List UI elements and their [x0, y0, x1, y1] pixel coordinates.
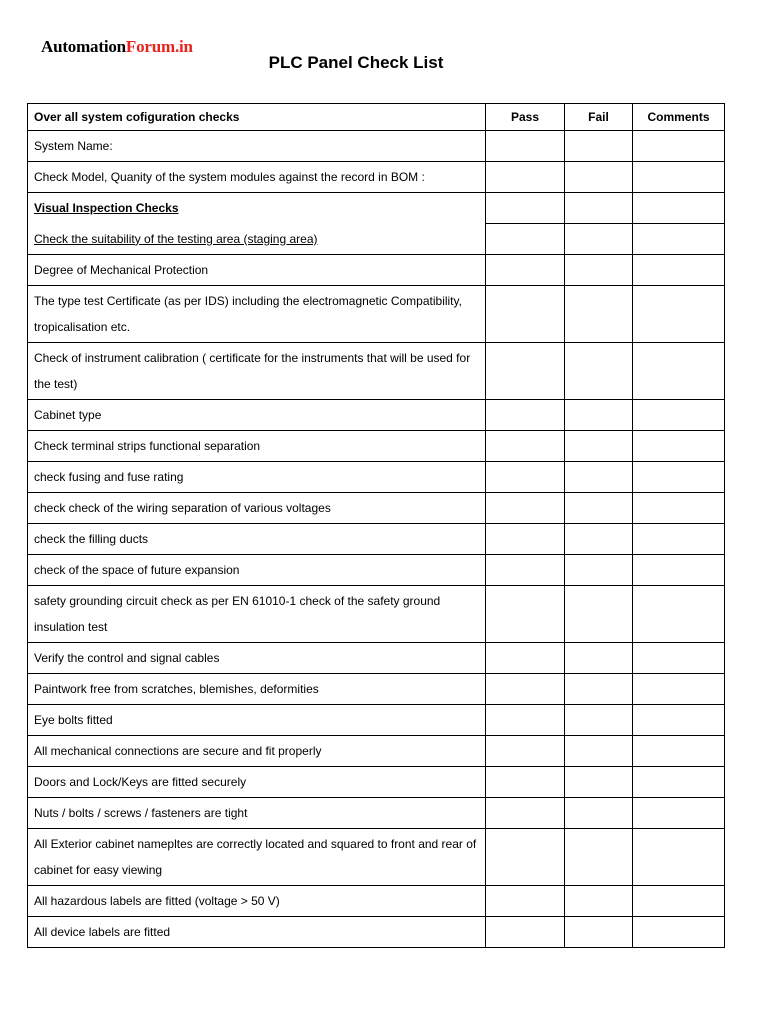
check-item: The type test Certificate (as per IDS) including the electromagnetic Compatibility, tropicalisation etc. — [28, 286, 486, 343]
check-item: Nuts / bolts / screws / fasteners are tight — [28, 798, 486, 829]
check-item: Verify the control and signal cables — [28, 643, 486, 674]
pass-cell[interactable] — [486, 524, 565, 555]
table-row — [28, 736, 725, 767]
table-row — [28, 643, 725, 674]
pass-cell[interactable] — [486, 224, 565, 255]
pass-cell[interactable] — [486, 798, 565, 829]
check-item: safety grounding circuit check as per EN 61010-1 check of the safety ground insulation test — [28, 586, 486, 643]
pass-cell[interactable] — [486, 400, 565, 431]
fail-cell[interactable] — [565, 555, 633, 586]
pass-cell[interactable] — [486, 829, 565, 886]
check-item: Eye bolts fitted — [28, 705, 486, 736]
pass-cell[interactable] — [486, 705, 565, 736]
comments-cell[interactable] — [633, 586, 725, 643]
table-row — [28, 917, 725, 948]
comments-cell[interactable] — [633, 643, 725, 674]
fail-cell[interactable] — [565, 431, 633, 462]
check-item: Paintwork free from scratches, blemishes, deformities — [28, 674, 486, 705]
fail-cell[interactable] — [565, 343, 633, 400]
check-item: All hazardous labels are fitted (voltage > 50 V) — [28, 886, 486, 917]
comments-cell[interactable] — [633, 162, 725, 193]
pass-cell[interactable] — [486, 586, 565, 643]
check-item: Degree of Mechanical Protection — [28, 255, 486, 286]
table-row — [28, 555, 725, 586]
check-item: System Name: — [28, 131, 486, 162]
check-item: Check the suitability of the testing area (staging area) — [28, 224, 486, 255]
comments-cell[interactable] — [633, 798, 725, 829]
fail-cell[interactable] — [565, 798, 633, 829]
fail-cell[interactable] — [565, 917, 633, 948]
comments-cell[interactable] — [633, 829, 725, 886]
table-row — [28, 400, 725, 431]
fail-cell[interactable] — [565, 674, 633, 705]
fail-cell[interactable] — [565, 193, 633, 224]
table-row — [28, 162, 725, 193]
checklist-table — [27, 103, 725, 948]
pass-cell[interactable] — [486, 643, 565, 674]
fail-cell[interactable] — [565, 767, 633, 798]
comments-cell[interactable] — [633, 674, 725, 705]
comments-cell[interactable] — [633, 705, 725, 736]
check-item: check of the space of future expansion — [28, 555, 486, 586]
check-item: Cabinet type — [28, 400, 486, 431]
header-pass: Pass — [486, 104, 565, 131]
comments-cell[interactable] — [633, 400, 725, 431]
comments-cell[interactable] — [633, 462, 725, 493]
pass-cell[interactable] — [486, 193, 565, 224]
fail-cell[interactable] — [565, 131, 633, 162]
header-fail: Fail — [565, 104, 633, 131]
check-item: check the filling ducts — [28, 524, 486, 555]
check-item: Doors and Lock/Keys are fitted securely — [28, 767, 486, 798]
comments-cell[interactable] — [633, 343, 725, 400]
comments-cell[interactable] — [633, 493, 725, 524]
section-heading-visual-inspection: Visual Inspection Checks — [28, 193, 486, 224]
logo-text-forum: Forum.in — [125, 37, 193, 56]
table-row — [28, 343, 725, 400]
logo-text-automation: Automation — [41, 37, 126, 56]
comments-cell[interactable] — [633, 224, 725, 255]
fail-cell[interactable] — [565, 705, 633, 736]
pass-cell[interactable] — [486, 255, 565, 286]
fail-cell[interactable] — [565, 286, 633, 343]
fail-cell[interactable] — [565, 162, 633, 193]
table-header-row — [28, 104, 725, 131]
table-row — [28, 829, 725, 886]
fail-cell[interactable] — [565, 224, 633, 255]
pass-cell[interactable] — [486, 493, 565, 524]
check-item: Check Model, Quanity of the system modules against the record in BOM : — [28, 162, 486, 193]
pass-cell[interactable] — [486, 886, 565, 917]
comments-cell[interactable] — [633, 736, 725, 767]
check-item: check fusing and fuse rating — [28, 462, 486, 493]
comments-cell[interactable] — [633, 431, 725, 462]
header-check-item: Over all system cofiguration checks — [28, 104, 486, 131]
table-row — [28, 798, 725, 829]
table-row — [28, 462, 725, 493]
table-row — [28, 524, 725, 555]
pass-cell[interactable] — [486, 343, 565, 400]
fail-cell[interactable] — [565, 643, 633, 674]
pass-cell[interactable] — [486, 162, 565, 193]
fail-cell[interactable] — [565, 255, 633, 286]
fail-cell[interactable] — [565, 400, 633, 431]
check-item: All Exterior cabinet namepltes are correctly located and squared to front and rear of cabinet for easy viewing — [28, 829, 486, 886]
pass-cell[interactable] — [486, 286, 565, 343]
header-comments: Comments — [633, 104, 725, 131]
fail-cell[interactable] — [565, 586, 633, 643]
table-row — [28, 886, 725, 917]
check-item: All mechanical connections are secure and fit properly — [28, 736, 486, 767]
comments-cell[interactable] — [633, 131, 725, 162]
table-row — [28, 493, 725, 524]
check-item: check check of the wiring separation of various voltages — [28, 493, 486, 524]
table-row — [28, 193, 725, 224]
table-row — [28, 705, 725, 736]
fail-cell[interactable] — [565, 736, 633, 767]
fail-cell[interactable] — [565, 493, 633, 524]
comments-cell[interactable] — [633, 193, 725, 224]
page-title: PLC Panel Check List — [268, 53, 444, 72]
fail-cell[interactable] — [565, 829, 633, 886]
table-row — [28, 586, 725, 643]
table-row — [28, 255, 725, 286]
pass-cell[interactable] — [486, 674, 565, 705]
pass-cell[interactable] — [486, 767, 565, 798]
table-row — [28, 431, 725, 462]
table-row — [28, 224, 725, 255]
fail-cell[interactable] — [565, 524, 633, 555]
comments-cell[interactable] — [633, 555, 725, 586]
pass-cell[interactable] — [486, 917, 565, 948]
comments-cell[interactable] — [633, 286, 725, 343]
check-item: Check of instrument calibration ( certificate for the instruments that will be used for the test) — [28, 343, 486, 400]
comments-cell[interactable] — [633, 255, 725, 286]
fail-cell[interactable] — [565, 886, 633, 917]
pass-cell[interactable] — [486, 555, 565, 586]
table-row — [28, 767, 725, 798]
pass-cell[interactable] — [486, 736, 565, 767]
table-row — [28, 131, 725, 162]
fail-cell[interactable] — [565, 462, 633, 493]
pass-cell[interactable] — [486, 431, 565, 462]
comments-cell[interactable] — [633, 767, 725, 798]
check-item: Check terminal strips functional separation — [28, 431, 486, 462]
pass-cell[interactable] — [486, 131, 565, 162]
pass-cell[interactable] — [486, 462, 565, 493]
comments-cell[interactable] — [633, 886, 725, 917]
comments-cell[interactable] — [633, 917, 725, 948]
table-row — [28, 674, 725, 705]
check-item: All device labels are fitted — [28, 917, 486, 948]
table-row — [28, 286, 725, 343]
comments-cell[interactable] — [633, 524, 725, 555]
